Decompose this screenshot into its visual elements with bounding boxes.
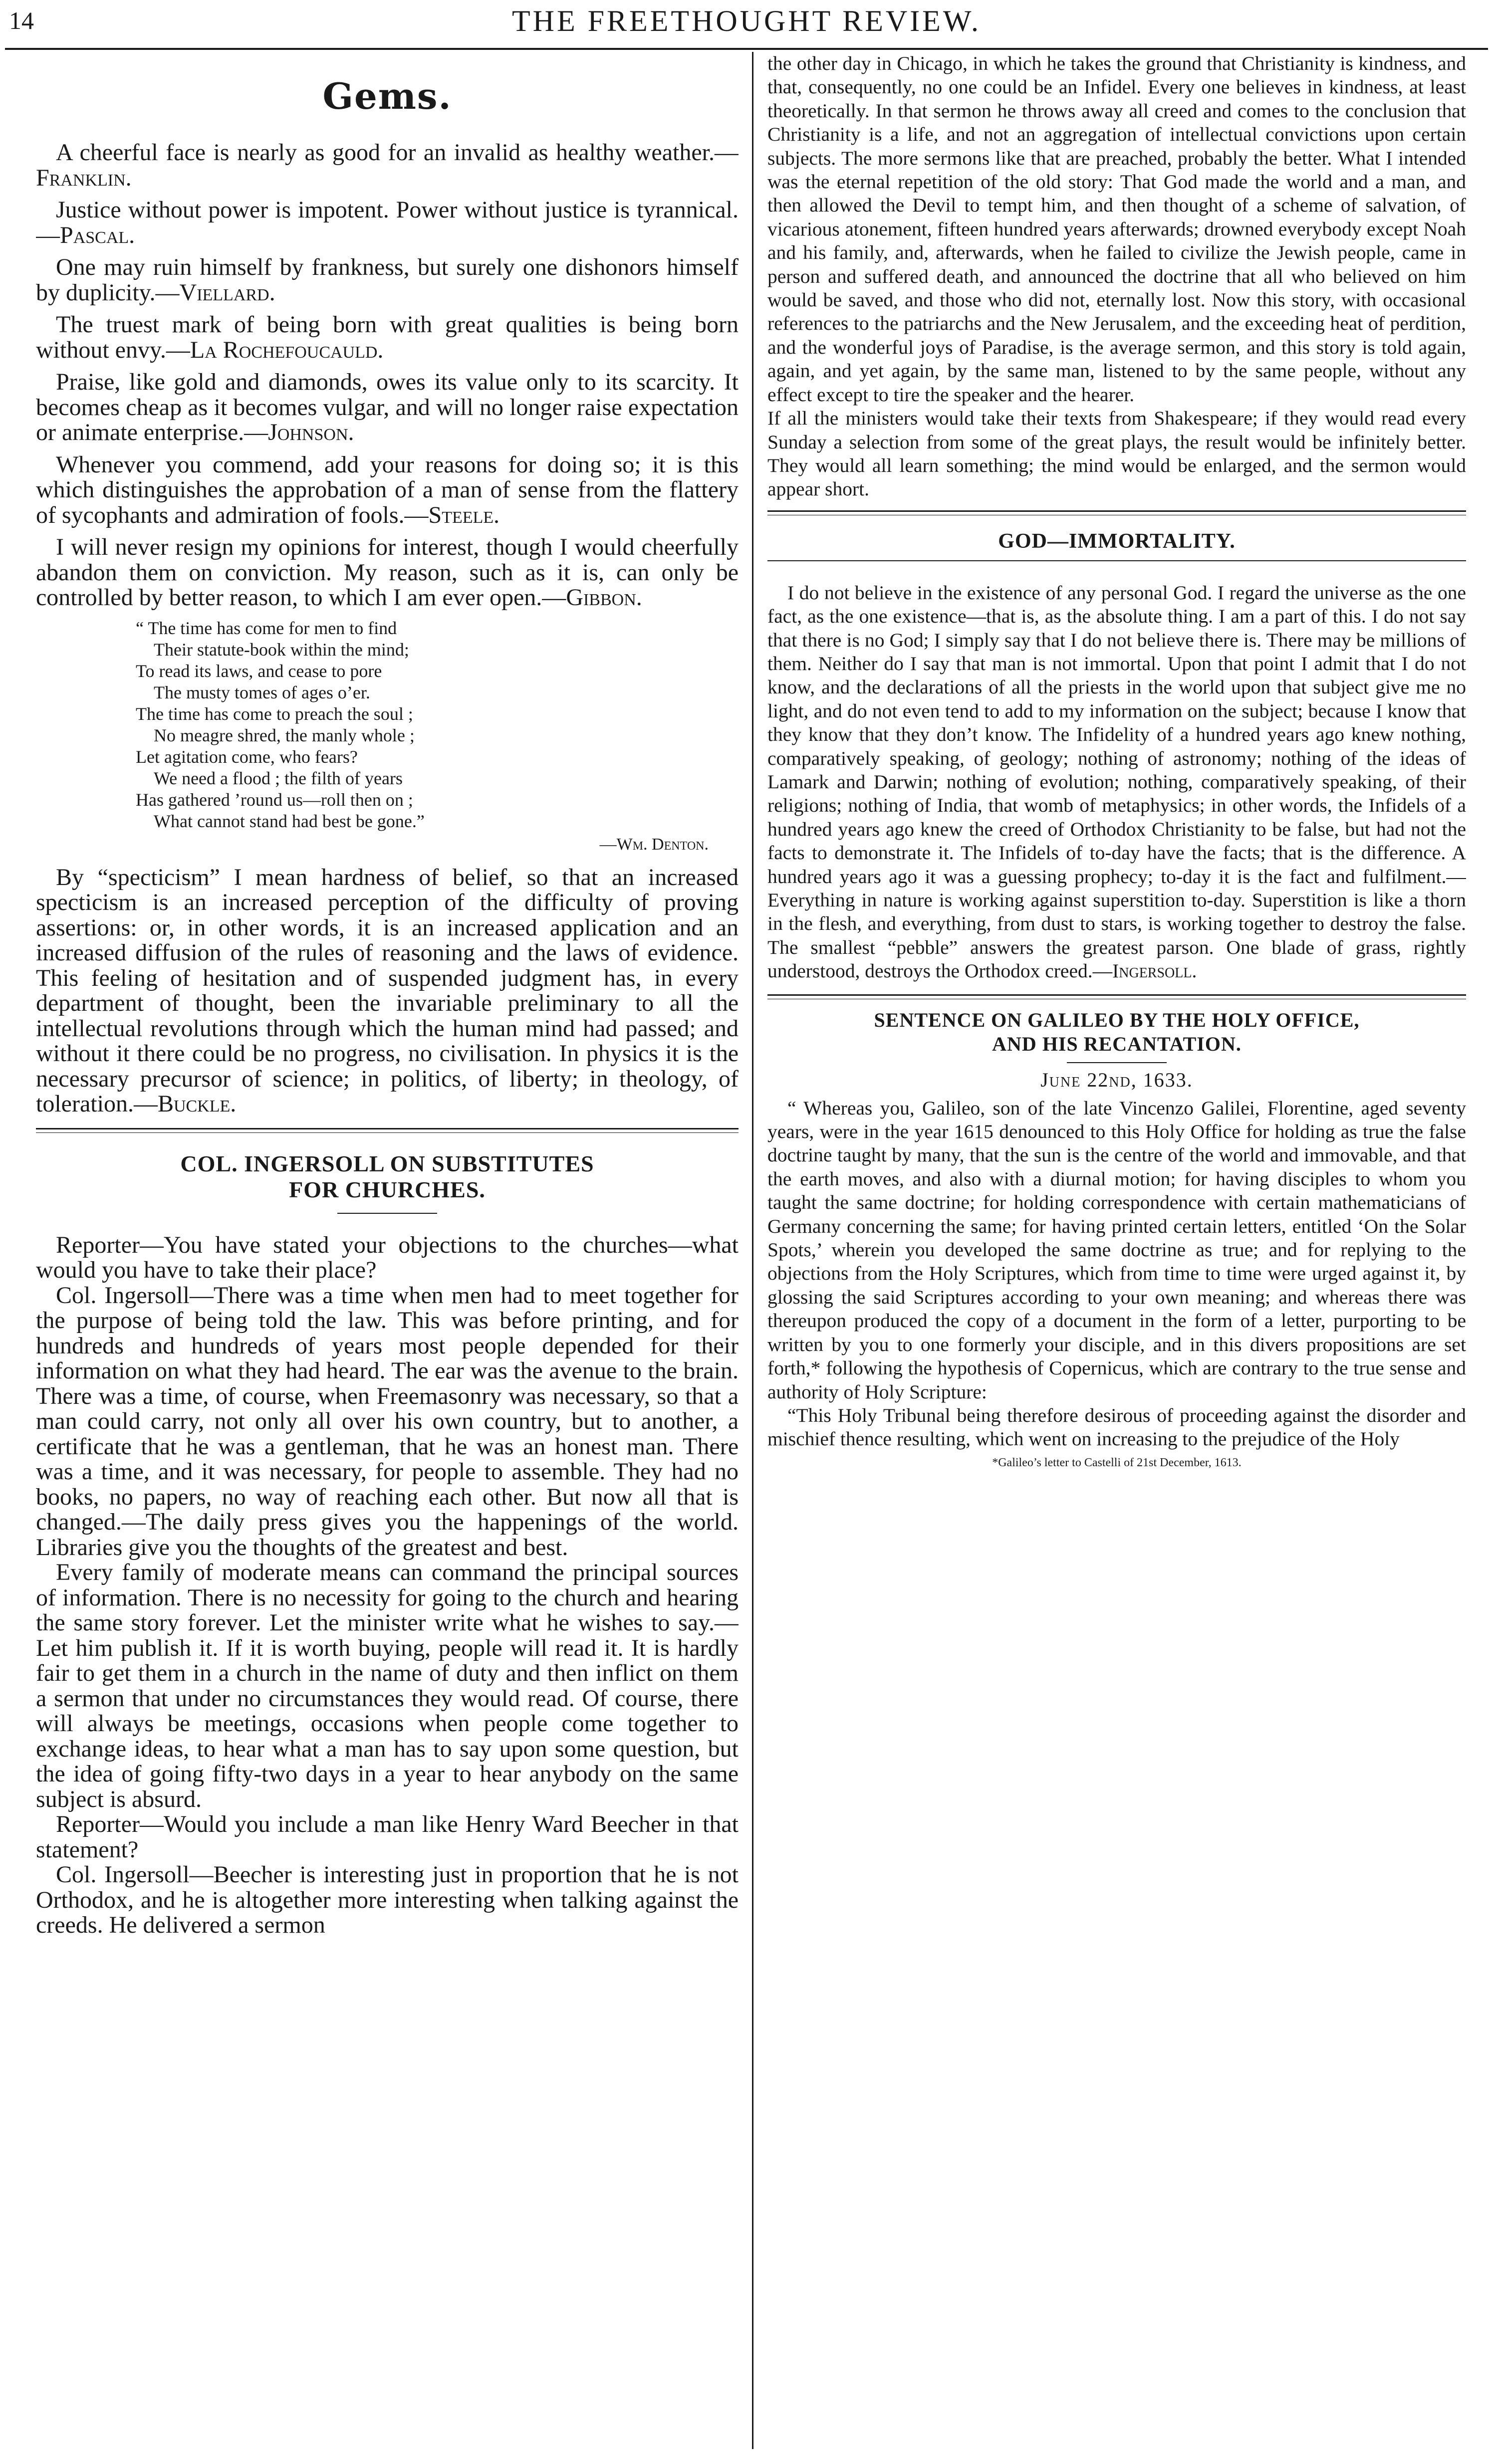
gem-text: By “specticism” I mean hardness of belief, so that an increased specticism is an increased perception of the difficulty of proving assertions: or, in other words, it is an increased application and an increased diffusion of the rules of reasoning and the laws of evidence. This feeling of hesitation and of suspended judgment has, in every department of thought, been the invariable preliminary to all the intellectual revolutions through which the human mind had passed; and without it there could be no progress, no civilisation. In physics it is the necessary precursor of science; in politics, of liberty; in theology, of toleration.— — [36, 864, 739, 1117]
gem-author: Viellard. — [179, 279, 275, 306]
gem-text: I will never resign my opinions for interest, though I would cheerfully abandon them on conviction. My reason, such as it is, can only be controlled by better reason, to which I am ever open.— — [36, 534, 739, 611]
poem-line: No meagre shred, the manly whole ; — [154, 725, 415, 745]
gem-text: Justice without power is impotent. Power without justice is tyrannical.— — [36, 197, 739, 248]
gem-text: Whenever you commend, add your reasons for doing so; it is this which distinguishes the approbation of a man of sense from the flattery of sycophants and admiration of fools.— — [36, 451, 739, 528]
gem-item — [36, 535, 739, 611]
gem-item — [36, 312, 739, 363]
short-rule — [337, 1213, 437, 1214]
galileo-date: June 22nd, 1633. — [1040, 1068, 1193, 1091]
gem-item — [36, 140, 739, 191]
ingersoll-continued: If all the ministers would take their texts from Shakespeare; if they would read every Sunday a selection from some of the great plays, the result would be infinitely better. They would all learn something; the mind would be enlarged, and the sermon would appear short. — [767, 407, 1466, 500]
poem-line: What cannot stand had best be gone.” — [154, 811, 425, 831]
ingersoll-title: COL. INGERSOLL ON SUBSTITUTES FOR CHURCHES. — [180, 1150, 594, 1202]
poem-line: “ The time has come for men to find — [136, 618, 397, 638]
gem-item — [36, 452, 739, 528]
god-immortality-text: I do not believe in the existence of any personal God. I regard the universe as the one fact, as the one existence—that is, as the absolute thing. I am a part of this. I do not say that there is no God; I simply say that I do not believe there is. There may be millions of them. Neither do I say that man is not immortal. Upon that point I admit that I do not know, and the declarations of all the priests in the world upon that subject give me no light, and do not even tend to add to my information on the subject; because I know that they know that they don’t know. The Infidelity of a hundred years ago knew nothing, comparatively speaking, of geology; nothing of astronomy; nothing of the ideas of Lamark and Darwin; nothing of evolution; nothing, comparatively speaking, of their religions; nothing of India, that womb of metaphysics; in other words, the Infidels of a hundred years ago knew the creed of Orthodox Christianity to be false, but had not the facts to demonstrate it. The Infidels of to-day have the facts; that is the difference. A hundred years ago it was a guessing prophecy; to-day it is the fact and fulfilment.—Everything in nature is working against superstition to-day. Superstition is like a thorn in the flesh, and everything, from dust to stars, is working together to destroy the false. The smallest “pebble” answers the greatest parson. One blade of grass, rightly understood, destroys the Orthodox creed.—Ingersoll. — [767, 581, 1466, 982]
ingersoll-paragraph: Col. Ingersoll—Beecher is interesting just in proportion that he is not Orthodox, and he is altogether more interesting when talking against the creeds. He delivered a sermon — [36, 1861, 739, 1938]
gem-author: La Rochefoucauld. — [190, 336, 384, 363]
ingersoll-continued: the other day in Chicago, in which he takes the ground that Christianity is kindness, and that, consequently, no one could be an Infidel. Every one believes in kindness, at least theoretically. In that sermon he throws away all creed and comes to the conclusion that Christianity is a life, and not an aggregation of intellectual convictions upon certain subjects. The more sermons like that are preached, probably the better. What I intended was the eternal repetition of the old story: That God made the world and a man, and then allowed the Devil to tempt him, and then thought of a scheme of salvation, of vicarious atonement, fifteen hundred years afterwards; drowned everybody except Noah and his family, and, afterwards, when he failed to civilize the Jewish people, came in person and suffered death, and announced the doctrine that all who believed on him would be saved, and those who did not, eternally lost. Now this story, with occasional references to the patriarchs and the New Jerusalem, and the exceeding heat of perdition, and the wonderful joys of Paradise, is the average sermon, and this story is told again, again, and yet again, by the same man, listened to by the same people, without any effect except to tire the speaker and the hearer. — [767, 52, 1466, 406]
gem-item — [36, 255, 739, 305]
page-number: 14 — [9, 6, 34, 34]
gem-item — [36, 370, 739, 446]
gem-author: Pascal. — [60, 222, 135, 248]
gem-text: The truest mark of being born with great qualities is being born without envy.— — [36, 311, 739, 363]
gem-author: Gibbon. — [566, 584, 642, 611]
poem-author: —Wm. Denton. — [599, 835, 709, 854]
poem-line: The musty tomes of ages o’er. — [154, 682, 370, 702]
gem-author: Franklin. — [36, 164, 132, 191]
galileo-paragraph: “ Whereas you, Galileo, son of the late Vincenzo Galilei, Florentine, aged seventy years, were in the year 1615 denounced to this Holy Office for holding as true the false doctrine taught by many, that the sun is the centre of the world and immovable, and that the earth moves, and also with a diurnal motion; for having disciples to whom you taught the same doctrine; for holding correspondence with certain mathematicians of Germany concerning the same; for having printed certain letters, entitled ‘On the Solar Spots,’ wherein you developed the same doctrine as true; and for replying to the objections from the Holy Scriptures, which from time to time were urged against it, by glossing the said Scriptures according to your own meaning; and whereas there was thereupon produced the copy of a document in the form of a letter, purporting to be written by you to one formerly your disciple, and in this divers propositions are set forth,* following the hypothesis of Copernicus, which are contrary to the true sense and authority of Holy Scripture: — [767, 1097, 1466, 1403]
short-rule — [1067, 1062, 1167, 1063]
left-column — [36, 59, 739, 2449]
section-rule — [767, 510, 1466, 515]
masthead: THE FREETHOUGHT REVIEW. — [512, 4, 981, 37]
poem-line: The time has come to preach the soul ; — [136, 703, 413, 724]
poem-line: Their statute-book within the mind; — [154, 639, 409, 660]
poem-line: Let agitation come, who fears? — [136, 746, 358, 767]
gem-text: A cheerful face is nearly as good for an invalid as healthy weather.— — [56, 139, 739, 166]
gem-item — [36, 198, 739, 248]
gem-author: Buckle. — [157, 1091, 237, 1117]
poem-line: Has gathered ’round us—roll then on ; — [136, 789, 413, 810]
ingersoll-paragraph: Col. Ingersoll—There was a time when men had to meet together for the purpose of being told the law. This was before printing, and for hundreds and hundreds of years most people depended for their information on what they had heard. The ear was the avenue to the brain. There was a time, of course, when Freemasonry was necessary, so that a man could carry, not only all over his own country, but to another, a certificate that he was a gentleman, that he was an honest man. There was a time, and it was necessary, for people to assemble. They had no books, no papers, no way of reaching each other. But now all that is changed.—The daily press gives you the happenings of the world. Libraries give you the thoughts of the greatest and best. — [36, 1282, 739, 1561]
god-immortality-title: GOD—IMMORTALITY. — [998, 529, 1236, 553]
gems-title: Gems. — [322, 75, 452, 117]
poem-line: To read its laws, and cease to pore — [136, 661, 382, 681]
right-column — [767, 52, 1466, 2449]
poem-line: We need a flood ; the filth of years — [154, 768, 403, 788]
section-rule — [767, 994, 1466, 999]
gem-text: Praise, like gold and diamonds, owes its value only to its scarcity. It becomes cheap as it becomes vulgar, and will no longer raise expectation or animate enterprise.— — [36, 369, 739, 446]
section-rule — [36, 1128, 739, 1133]
gem-author: Johnson. — [268, 419, 354, 446]
god-immortality-author: Ingersoll. — [1112, 960, 1197, 982]
ingersoll-paragraph: Reporter—Would you include a man like Henry Ward Beecher in that statement? — [36, 1811, 739, 1863]
gem-text: One may ruin himself by frankness, but surely one dishonors himself by duplicity.— — [36, 254, 739, 306]
ingersoll-paragraph: Every family of moderate means can command the principal sources of information. There is no necessity for going to the church and hearing the same story forever. Let the minister write what he wishes to say.—Let him publish it. If it is worth buying, people will read it. It is hardly fair to get them in a church in the name of duty and then inflict on them a sermon that under no circumstances they would read. Of course, there will always be meetings, occasions when people come together to exchange ideas, to hear what a man has to say upon some question, but the idea of going fifty-two days in a year to hear anybody on the same subject is absurd. — [36, 1559, 739, 1812]
header-rule — [5, 48, 1488, 50]
title-underline — [767, 560, 1466, 561]
column-divider — [752, 52, 753, 2449]
poem — [136, 618, 739, 832]
galileo-title: SENTENCE ON GALILEO BY THE HOLY OFFICE, AND HIS RECANTATION. — [874, 1008, 1360, 1055]
gem-author: Steele. — [428, 501, 500, 528]
page-header — [0, 0, 1493, 43]
gem-item — [36, 865, 739, 1117]
galileo-footnote: *Galileo’s letter to Castelli of 21st December, 1613. — [992, 1456, 1242, 1469]
ingersoll-paragraph: Reporter—You have stated your objections to the churches—what would you have to take their place? — [36, 1231, 739, 1283]
galileo-paragraph: “This Holy Tribunal being therefore desirous of proceeding against the disorder and mischief thence resulting, which went on increasing to the prejudice of the Holy — [767, 1404, 1466, 1450]
